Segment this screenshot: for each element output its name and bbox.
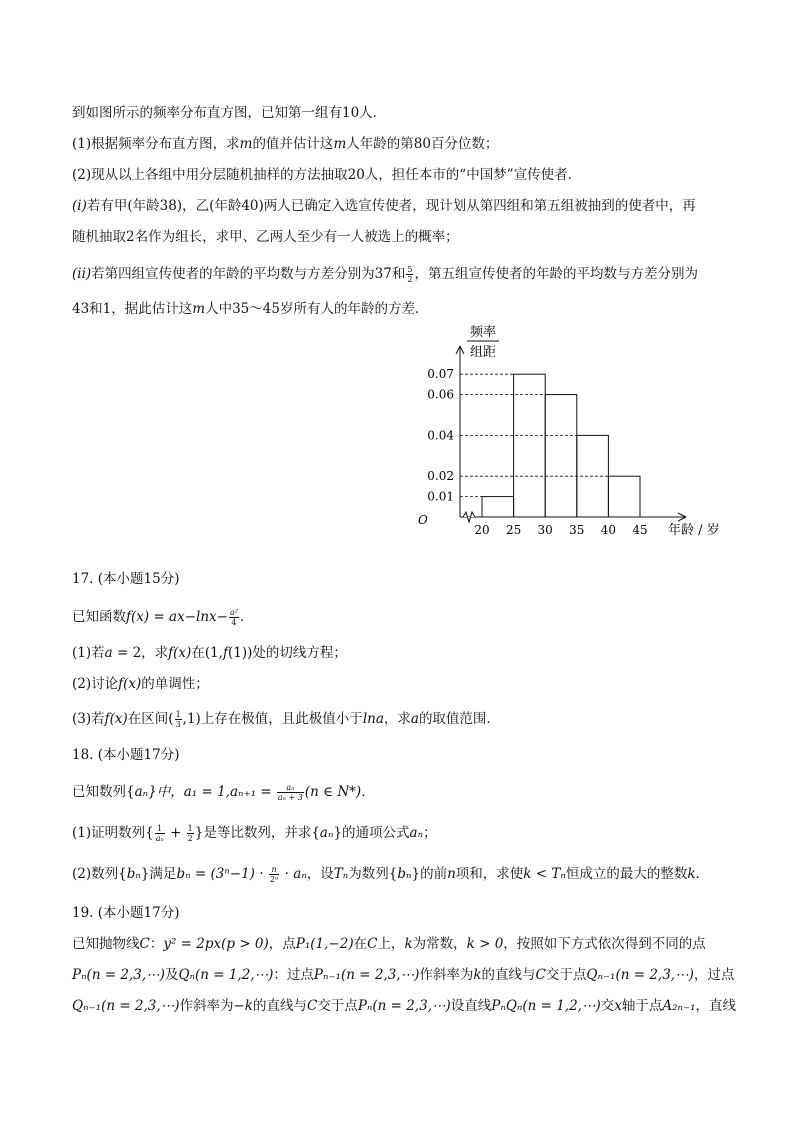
- text: 人中35～45岁所有人的年龄的方差．: [205, 301, 429, 317]
- fraction: [269, 865, 280, 884]
- math: a₁ = 1,aₙ₊₁ =: [183, 784, 276, 800]
- denominator: 2ⁿ: [269, 875, 279, 884]
- math: Pₙ(n = 2,3,⋯): [72, 967, 165, 983]
- y-axis-label: [467, 324, 499, 360]
- math: ₙ}中，: [142, 784, 184, 800]
- math: n: [447, 866, 456, 882]
- question-16-part-2-i: [72, 196, 696, 216]
- fraction: [229, 608, 239, 627]
- math: k > 0: [466, 936, 504, 952]
- text: ,1)上存在极值，且此极值小于: [182, 711, 363, 727]
- text: (i): [72, 198, 87, 214]
- denominator: 2: [187, 834, 193, 843]
- question-19-line-1: [72, 934, 706, 954]
- text: 在区间(: [127, 711, 174, 727]
- math: Tₙ: [333, 866, 349, 882]
- text: }的通项公式: [333, 825, 410, 841]
- math: bₙ = (3ⁿ−1) ·: [176, 866, 268, 882]
- numerator: 5: [407, 265, 413, 274]
- y-tick-label: 0.04: [427, 428, 454, 443]
- math: bₙ: [126, 866, 141, 882]
- text: (ii): [72, 266, 92, 282]
- denominator: 3: [175, 720, 181, 729]
- denominator: aₙ: [155, 834, 164, 843]
- math: P₁(1,−2): [295, 936, 354, 952]
- math: −k: [233, 998, 253, 1014]
- text: 人年龄的第80百分位数；: [346, 136, 499, 152]
- math: aₙ: [409, 825, 424, 841]
- math: f: [222, 645, 228, 661]
- question-17-part-3: [72, 709, 500, 729]
- text: 的单调性；: [141, 676, 209, 692]
- fraction: [187, 824, 194, 843]
- math: k < Tₙ: [523, 866, 566, 882]
- text: 为数列{: [348, 866, 398, 882]
- math: m: [333, 136, 347, 152]
- question-18-part-2: [72, 864, 709, 884]
- y-tick-label: 0.01: [427, 489, 454, 504]
- question-16-part-2-ii: [72, 264, 698, 284]
- math: · aₙ: [280, 866, 307, 882]
- math: aₙ: [319, 825, 334, 841]
- question-17-heading: [72, 569, 179, 589]
- math: f(x): [168, 645, 192, 661]
- math: x: [614, 998, 622, 1014]
- histogram-bar: [608, 476, 640, 517]
- text: 的值并估计这: [252, 136, 334, 152]
- math: C: [139, 936, 150, 952]
- question-18-heading: [72, 745, 179, 765]
- denominator: 4: [231, 618, 237, 627]
- y-tick-label: 0.02: [427, 469, 454, 484]
- math: f(x): [118, 676, 142, 692]
- math: (n ∈ N*)．: [304, 784, 375, 800]
- text: 作斜率为: [419, 967, 474, 983]
- math: k: [687, 866, 696, 882]
- text: 项和，求使: [455, 866, 524, 882]
- histogram-bar: [482, 497, 514, 517]
- text: (2)数列{: [72, 866, 127, 882]
- math: C: [367, 936, 378, 952]
- text: ：过点: [273, 967, 314, 983]
- text: 已知函数: [72, 609, 126, 625]
- question-19-line-2: [72, 965, 734, 985]
- y-label-top: 频率: [469, 325, 497, 340]
- math: C: [306, 998, 318, 1014]
- text: 的直线与: [481, 967, 536, 983]
- math: f(x): [104, 711, 128, 727]
- numerator: 1: [155, 824, 165, 834]
- text: ，第五组宣传使者的年龄的平均数与方差分别为: [414, 266, 698, 282]
- text: }是等比数列，并求{: [194, 825, 320, 841]
- x-axis-label: 年龄 / 岁: [668, 523, 720, 538]
- text: 的直线与: [252, 998, 307, 1014]
- text: 已知数列{: [72, 784, 135, 800]
- numerator: a²: [229, 608, 238, 617]
- text: }的前: [411, 866, 448, 882]
- text: 若第四组宣传使者的年龄的平均数与方差分别为37和: [91, 266, 406, 282]
- question-16-part-1: [72, 134, 498, 154]
- text: 设直线: [450, 998, 492, 1014]
- text: 43和1，据此估计这: [72, 301, 193, 317]
- denominator: 2: [407, 275, 413, 284]
- fraction: [277, 783, 304, 802]
- origin-label: O: [418, 513, 428, 527]
- x-tick-label: 40: [600, 523, 617, 537]
- text: 交: [600, 998, 615, 1014]
- math: lna: [362, 711, 384, 727]
- histogram-bar: [514, 374, 546, 517]
- math: Pₙ(n = 2,3,⋯): [357, 998, 451, 1014]
- text: ；: [423, 825, 437, 841]
- question-18-part-1: [72, 823, 437, 843]
- question-16-part-2-ii-cont: [72, 299, 428, 319]
- numerator: 1: [175, 710, 181, 719]
- math: m: [192, 301, 206, 317]
- question-16-part-2: [72, 165, 581, 185]
- text: 交于点: [317, 998, 358, 1014]
- math: Qₙ₋₁(n = 2,3,⋯): [586, 967, 694, 983]
- text: ，求: [383, 711, 411, 727]
- text: 17. (本小题15分): [72, 571, 180, 587]
- text: ．: [239, 609, 254, 625]
- fraction: [175, 710, 182, 729]
- x-tick-label: 20: [474, 523, 490, 537]
- math: a: [134, 784, 143, 800]
- intro-line: [72, 103, 386, 123]
- text: 及: [164, 967, 179, 983]
- text: ，点: [268, 936, 296, 952]
- math: Qₙ(n = 1,2,⋯): [178, 967, 274, 983]
- y-label-bottom: 组距: [469, 345, 497, 360]
- text: (1)若: [72, 645, 105, 661]
- text: 在: [353, 936, 368, 952]
- text: = 2，求: [112, 645, 169, 661]
- math: Pₙ₋₁(n = 2,3,⋯): [313, 967, 420, 983]
- math: bₙ: [397, 866, 412, 882]
- math: C: [535, 967, 546, 983]
- x-tick-label: 45: [632, 523, 648, 537]
- math: PₙQₙ(n = 1,2,⋯): [491, 998, 601, 1014]
- fraction: [406, 265, 413, 284]
- text: (2)讨论: [72, 676, 119, 692]
- denominator: aₙ + 3: [277, 793, 303, 802]
- numerator: aₙ: [277, 783, 304, 793]
- math: k: [473, 967, 482, 983]
- frequency-histogram: [410, 318, 730, 550]
- text: 作斜率为: [179, 998, 234, 1014]
- math: k: [404, 936, 413, 952]
- text: ：: [149, 936, 164, 952]
- math: Qₙ₋₁(n = 2,3,⋯): [72, 998, 180, 1014]
- text: ，过点: [693, 967, 735, 983]
- numerator: 1: [187, 824, 193, 833]
- text: 的取值范围．: [418, 711, 500, 727]
- math: a: [410, 711, 419, 727]
- text: 若有甲(年龄38)，乙(年龄40)两人已确定入选宣传使者，现计划从第四组和第五组被抽到的使者中，再: [86, 198, 696, 214]
- fraction: [155, 824, 165, 843]
- question-17-part-2: [72, 674, 209, 694]
- text: 上，: [377, 936, 405, 952]
- question-16-part-2-i-cont: [72, 227, 459, 247]
- text: 19. (本小题17分): [72, 905, 180, 921]
- text: ，按照如下方式依次得到不同的点: [503, 936, 706, 952]
- text: 轴于点: [621, 998, 663, 1014]
- text: ，直线: [695, 998, 737, 1014]
- text: (1)证明数列{: [72, 825, 154, 841]
- y-tick-label: 0.06: [427, 387, 454, 402]
- question-17-stem: [72, 607, 253, 627]
- text: +: [165, 825, 186, 841]
- question-18-stem: [72, 782, 375, 802]
- text: 恒成立的最大的整数: [565, 866, 688, 882]
- text: ，设: [306, 866, 334, 882]
- x-tick-label: 35: [569, 523, 585, 537]
- question-19-line-3: [72, 996, 736, 1016]
- text: 交于点: [545, 967, 587, 983]
- math: m: [239, 136, 253, 152]
- text: 随机抽取2名作为组长，求甲、乙两人至少有一人被选上的概率；: [72, 229, 459, 245]
- text: (3)若: [72, 711, 105, 727]
- text: 在(1,: [191, 645, 223, 661]
- text: ．: [695, 866, 710, 882]
- text: 到如图所示的频率分布直方图，已知第一组有10人．: [72, 105, 387, 121]
- numerator: n: [269, 865, 280, 875]
- axis-break-icon: [463, 512, 475, 522]
- histogram-bar: [545, 395, 577, 517]
- text: }满足: [140, 866, 177, 882]
- y-tick-label: 0.07: [427, 367, 454, 382]
- text: 已知抛物线: [72, 936, 140, 952]
- math: y² = 2px(p > 0): [163, 936, 269, 952]
- question-19-heading: [72, 903, 179, 923]
- question-17-part-1: [72, 643, 347, 663]
- text: (2)现从以上各组中用分层随机抽样的方法抽取20人，担任本市的“中国梦”宣传使者．: [72, 167, 582, 183]
- math: A₂ₙ₋₁: [662, 998, 696, 1014]
- x-tick-label: 30: [537, 523, 553, 537]
- text: 18. (本小题17分): [72, 747, 180, 763]
- text: (1)根据频率分布直方图，求: [72, 136, 240, 152]
- math: f: [126, 609, 131, 625]
- math: (x) = ax−lnx−: [131, 609, 228, 625]
- x-tick-label: 25: [505, 523, 522, 537]
- text: (1))处的切线方程；: [227, 645, 347, 661]
- math: a: [104, 645, 113, 661]
- text: 为常数，: [412, 936, 467, 952]
